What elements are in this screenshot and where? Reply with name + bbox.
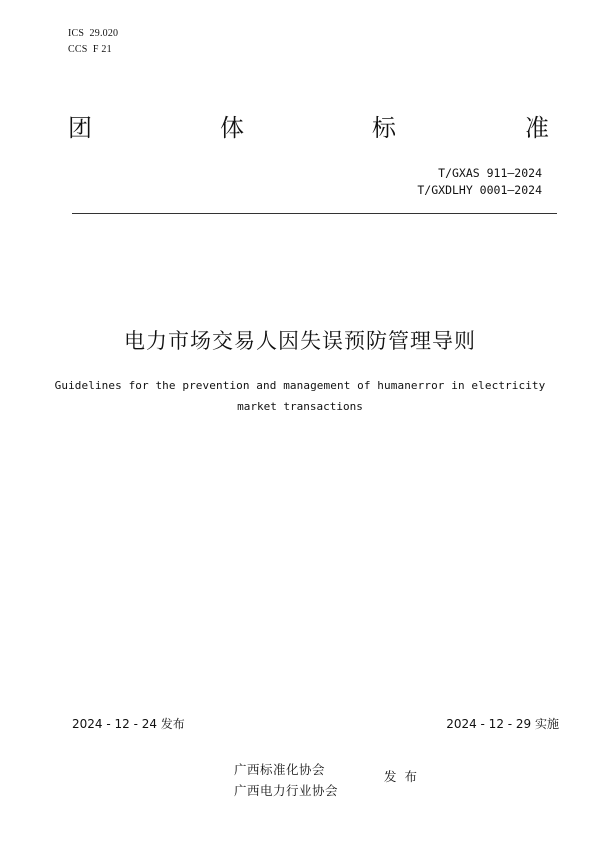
ccs-code: CCS F 21 xyxy=(68,44,112,55)
publisher-org-2: 广西电力行业协会 xyxy=(234,783,339,798)
standard-type-char: 体 xyxy=(220,114,244,142)
document-title-en-line1: Guidelines for the prevention and management of humanerror in electricity xyxy=(54,379,546,392)
implementation-date: 2024 - 12 - 29 实施 xyxy=(446,717,559,731)
header-divider xyxy=(72,213,557,214)
publish-label: 发布 xyxy=(384,769,426,784)
standard-type-char: 准 xyxy=(525,114,549,142)
standard-type-char: 标 xyxy=(372,114,396,142)
publisher-org-1: 广西标准化协会 xyxy=(234,762,326,777)
document-title-en-line2: market transactions xyxy=(237,400,363,413)
ics-code: ICS 29.020 xyxy=(68,28,119,39)
standard-code-gxdlhy: T/GXDLHY 0001—2024 xyxy=(417,183,542,197)
standard-type-char: 团 xyxy=(68,114,92,142)
standard-code-gxas: T/GXAS 911—2024 xyxy=(438,166,542,180)
document-title-zh: 电力市场交易人因失误预防管理导则 xyxy=(124,329,476,353)
issue-date: 2024 - 12 - 24 发布 xyxy=(72,717,185,731)
